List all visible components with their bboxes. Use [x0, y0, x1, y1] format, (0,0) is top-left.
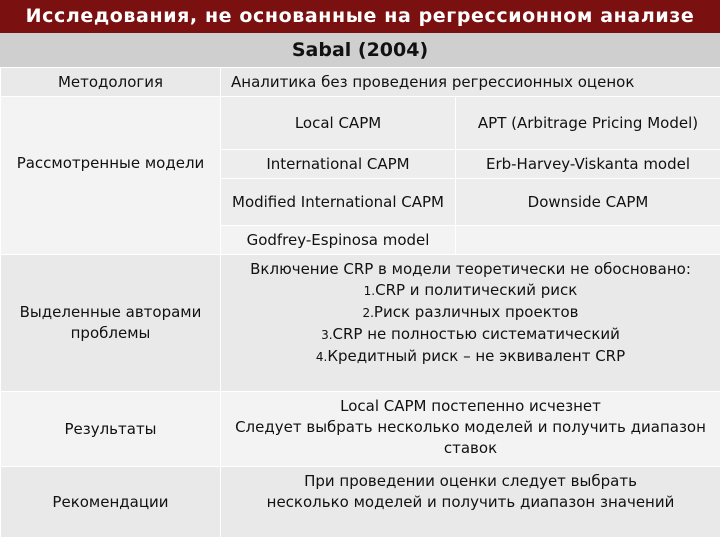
- model-cell: Erb-Harvey-Viskanta model: [456, 150, 720, 179]
- row-label-results: Результаты: [1, 392, 221, 467]
- model-cell: Godfrey-Espinosa model: [221, 226, 456, 255]
- model-cell: Local CAPM: [221, 97, 456, 150]
- model-cell: APT (Arbitrage Pricing Model): [456, 97, 720, 150]
- results-value: [221, 392, 720, 467]
- table-row-problems: [1, 255, 720, 392]
- row-label-models: Рассмотренные модели: [1, 97, 221, 255]
- empty-cell: [456, 226, 720, 255]
- problem-item: [225, 302, 716, 324]
- problem-number: 3.: [321, 328, 333, 342]
- slide-title: Исследования, не основанные на регрессионном анализе: [0, 0, 720, 33]
- problem-text: Кредитный риск – не эквивалент CRP: [327, 347, 626, 365]
- results-line: Local CAPM постепенно исчезнет: [340, 397, 601, 415]
- table-row-models: [1, 97, 720, 150]
- problems-intro: Включение CRP в модели теоретически не обосновано:: [250, 260, 691, 278]
- row-label-problems: Выделенные авторами проблемы: [1, 255, 221, 392]
- model-cell: International CAPM: [221, 150, 456, 179]
- recommendations-value: При проведении оценки следует выбрать несколько моделей и получить диапазон значений: [221, 467, 720, 538]
- study-table: [0, 67, 720, 538]
- problem-item: [225, 324, 716, 346]
- problem-text: CRP и политический риск: [375, 281, 578, 299]
- problem-item: [225, 346, 716, 368]
- problem-number: 1.: [363, 284, 376, 298]
- table-row-methodology: [1, 68, 720, 97]
- model-cell: Modified International CAPM: [221, 179, 456, 226]
- row-label-methodology: Методология: [1, 68, 221, 97]
- problem-number: 4.: [315, 350, 328, 364]
- study-title: Sabal (2004): [0, 33, 720, 67]
- model-cell: Downside CAPM: [456, 179, 720, 226]
- problem-text: Риск различных проектов: [373, 303, 579, 321]
- problem-item: [225, 280, 716, 302]
- table-row-results: [1, 392, 720, 467]
- results-line: Следует выбрать несколько моделей и получить диапазон ставок: [235, 418, 706, 457]
- problems-value: [221, 255, 720, 392]
- methodology-value: Аналитика без проведения регрессионных оценок: [221, 68, 720, 97]
- table-row-recommendations: [1, 467, 720, 538]
- row-label-recommendations: Рекомендации: [1, 467, 221, 538]
- problem-number: 2.: [362, 306, 374, 320]
- problem-text: CRP не полностью систематический: [332, 325, 620, 343]
